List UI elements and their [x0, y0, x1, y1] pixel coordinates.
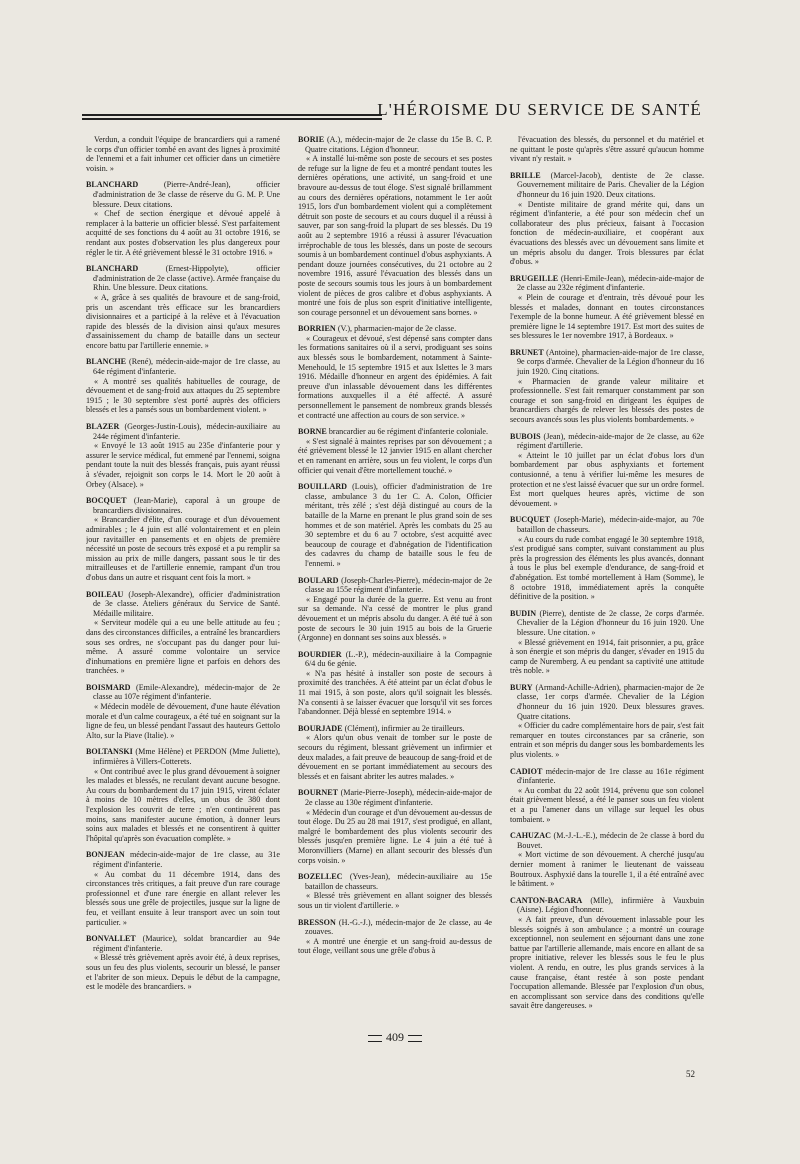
citation-heading	[510, 896, 704, 915]
citation-text: « Atteint le 10 juillet par un éclat d'obus lors d'un bombardement par obus asphyxiants et fortement contusionné, a tenu à vérifier lui-même les mesures de protection et ne s'est laissé évacuer que sur un ordre formel. Est mort quelques heures après, victime de son dévouement. »	[510, 450, 704, 508]
citation-text: « Plein de courage et d'entrain, très dévoué pour les blessés et malades, donnant en toutes circonstances l'exemple de la bonne humeur. A été grièvement blessé en première ligne le 14 septembre 1917. Est mort des suites de ses blessures le 1er novembre 1917, à Bordeaux. »	[510, 292, 704, 341]
person-details: (Joseph-Marie), médecin-aide-major, au 70e bataillon de chasseurs.	[517, 515, 704, 534]
person-details: (Mme Hélène) et PERDON (Mme Juliette), infirmières à Villers-Cotterets.	[93, 747, 280, 767]
person-details: (V.), pharmacien-major de 2e classe.	[337, 324, 457, 334]
person-name: BOILEAU	[86, 589, 124, 599]
person-details: (Emile-Alexandre), médecin-major de 2e classe au 107e régiment d'infanterie.	[93, 682, 280, 702]
citation-text: « Au cours du rude combat engagé le 30 septembre 1918, s'est prodigué sans compter, suivant constamment au plus près la progression des éléments les plus avancés, donnant à tous le plus bel exemple d'endurance, de sang-froid et d'abnégation. Est tombé mortellement à Ham (Somme), le 8 octobre 1918, immédiatement après la conquête définitive de la position. »	[510, 534, 704, 602]
citation-heading	[510, 683, 704, 721]
text-column-right	[510, 135, 704, 1023]
person-name: BOISMARD	[86, 682, 131, 692]
person-name: BRESSON	[298, 917, 336, 927]
citation-entry	[86, 135, 280, 173]
person-name: CANTON-BACARA	[510, 895, 583, 905]
citation-entry	[510, 171, 704, 267]
person-name: BRUGEILLE	[510, 273, 559, 283]
person-name: CADIOT	[510, 766, 543, 776]
citation-entry	[86, 357, 280, 415]
citation-heading	[510, 609, 704, 638]
citation-entry	[86, 264, 280, 350]
citation-entry	[298, 576, 492, 643]
citation-entry	[86, 747, 280, 843]
citation-text: « Serviteur modèle qui a eu une belle attitude au feu ; dans des circonstances difficiles, a entraîné les brancardiers sous ses ordres, ne s'occupant pas du danger pour lui-même. A assuré comme volontaire un service d'inhumations en première ligne et parfois en dehors des tranchées. »	[86, 618, 280, 676]
person-name: BLANCHARD	[86, 264, 139, 274]
citation-entry	[510, 432, 704, 509]
citation-heading	[86, 934, 280, 953]
citation-text: « Blessé très grièvement en allant soigner des blessés sous un tir violent d'artillerie. »	[298, 891, 492, 910]
person-name: BOUILLARD	[298, 482, 348, 492]
person-name: BONVALLET	[86, 934, 136, 944]
text-column-middle	[298, 135, 492, 1023]
citation-text: « Médecin modèle de dévouement, d'une haute élévation morale et d'un calme courageux, a été tué en soignant sur la ligne de feu, un blessé pendant l'assaut des hauteurs Gettolo Alto, sur la Piave (Italie). »	[86, 702, 280, 740]
citation-entry	[298, 650, 492, 717]
person-details: (René), médecin-aide-major de 1re classe, au 64e régiment d'infanterie.	[93, 357, 280, 377]
citation-entry	[86, 850, 280, 927]
running-title: L'HÉROISME DU SERVICE DE SANTÉ	[377, 100, 702, 119]
citation-heading	[298, 482, 492, 568]
person-name: BUCQUET	[510, 515, 551, 525]
citation-heading	[510, 348, 704, 377]
person-details: (Clément), infirmier au 2e tirailleurs.	[344, 723, 465, 733]
citation-entry	[86, 422, 280, 489]
citation-text: « N'a pas hésité à installer son poste de secours à proximité des tranchées. A été atteint par un éclat d'obus le 11 mai 1915, à son poste, alors qu'il soignait les blessés. N'a consenti à se laisser évacuer que lorsqu'il vit ses forces l'abandonner. Déjà blessé en septembre 1914. »	[298, 668, 492, 717]
citation-entry	[298, 724, 492, 782]
page-number-text: 409	[386, 1030, 404, 1044]
citation-heading	[298, 324, 492, 334]
citation-text: « A montré ses qualités habituelles de courage, de dévouement et de sang-froid aux attaques du 25 septembre 1915 ; le 30 septembre s'est porté auprès des officiers blessés et les a pansés sous un bombardement violent. »	[86, 376, 280, 415]
person-details: (Yves-Jean), médecin-auxiliaire au 15e bataillon de chasseurs.	[305, 872, 492, 891]
citation-entry	[298, 324, 492, 420]
citation-text: « Brancardier d'élite, d'un courage et d'un dévouement admirables ; le 4 juin est allé volontairement et en plein jour ravitailler en pansements et en objets de première nécessité un poste de secours très exposé et a pu remplir sa mission au prix de mille dangers, passant sous le tir des mitrailleuses et de l'artillerie ennemie, rampant d'un trou d'obus dans un autre et risquant cent fois la mort. »	[86, 515, 280, 582]
person-name: BOCQUET	[86, 496, 127, 506]
person-details: (Armand-Achille-Adrien), pharmacien-major de 2e classe, 1er corps d'armée. Chevalier de la Légion d'honneur du 16 juin 1920. Deux blessures graves. Quatre citations.	[517, 682, 704, 721]
person-details: (Georges-Justin-Louis), médecin-auxiliaire au 244e régiment d'infanterie.	[93, 422, 280, 441]
citation-entry	[510, 348, 704, 425]
citation-text: « Blessé grièvement en 1914, fait prisonnier, a pu, grâce à son énergie et son mépris du danger, s'évader en 1915 du camp de Nuremberg. A eu pendant sa captivité une attitude très noble. »	[510, 637, 704, 676]
person-name: CAHUZAC	[510, 831, 551, 841]
citation-heading	[298, 427, 492, 437]
person-details: médecin-major de 1re classe au 161e régiment d'infanterie.	[517, 766, 704, 786]
citation-entry	[510, 896, 704, 1011]
person-details: (Marcel-Jacob), dentiste de 2e classe. Gouvernement militaire de Paris. Chevalier de la Légion d'honneur du 16 juin 1920. Deux citations.	[517, 170, 704, 199]
person-details: (Henri-Emile-Jean), médecin-aide-major de 2e classe au 232e régiment d'infanterie.	[517, 273, 704, 293]
citation-heading	[510, 274, 704, 293]
page-corner-number: 52	[686, 1069, 695, 1079]
citation-text: « Pharmacien de grande valeur militaire et professionnelle. S'est fait remarquer constamment par son courage et son sang-froid en dirigeant les équipes de brancardiers chargés de relever les blessés des postes de secours avancés sous les plus violents bombardements. »	[510, 376, 704, 425]
citation-entry	[298, 872, 492, 910]
citation-heading	[86, 496, 280, 515]
person-details: (Pierre-André-Jean), officier d'administration de 3e classe de réserve du G. M. P. Une blessure. Deux citations.	[93, 180, 280, 209]
article-body	[86, 135, 702, 1023]
citation-entry	[510, 831, 704, 889]
ornament	[368, 1035, 382, 1042]
page-number	[360, 1030, 430, 1045]
citation-text: « Au combat du 22 août 1914, prévenu que son colonel était grièvement blessé, a été le panser sous un feu violent et a pu l'amener dans un village sur lequel les obus tombaient. »	[510, 785, 704, 824]
person-name: BLAZER	[86, 422, 120, 432]
citation-text: « Ont contribué avec le plus grand dévouement à soigner les malades et blessés, ne reculant devant aucune besogne. Au cours du bombardement du 17 juin 1915, virent éclater à moins de 10 mètres d'elles, un obus de 380 dont l'explosion les couvrit de terre ; n'en continuèrent pas moins, sans manifester aucune émotion, à donner leurs soins aux malades et blessés et ne consentirent à quitter l'hôpital qu'après son évacuation complète. »	[86, 766, 280, 843]
person-name: BURY	[510, 682, 533, 692]
person-name: BUBOIS	[510, 431, 541, 441]
citation-heading	[86, 422, 280, 441]
person-name: BORIE	[298, 135, 325, 144]
citation-entry	[510, 609, 704, 676]
citation-heading	[298, 872, 492, 891]
person-details: (Jean-Marie), caporal à un groupe de brancardiers divisionnaires.	[93, 496, 280, 515]
person-details: (Marie-Pierre-Joseph), médecin-aide-major de 2e classe au 130e régiment d'infanterie.	[305, 788, 492, 807]
person-name: BORRIEN	[298, 324, 336, 334]
citation-heading	[298, 650, 492, 669]
citation-text: « Blessé très grièvement après avoir été, à deux reprises, sous un feu des plus violents, secourir un blessé, le panser et l'abriter de son mieux. Depuis le début de la campagne, est le modèle des brancardiers. »	[86, 953, 280, 992]
person-name: BRUNET	[510, 347, 544, 357]
citation-text: l'évacuation des blessés, du personnel et du matériel et ne quittant le poste qu'après s'être assuré qu'aucun homme vivant n'y restait. »	[510, 135, 704, 164]
citation-heading	[510, 767, 704, 786]
citation-entry	[298, 482, 492, 568]
person-name: BOURNET	[298, 788, 339, 798]
person-details: (Pierre), dentiste de 2e classe, 2e corps d'armée. Chevalier de la Légion d'honneur du 16 juin 1920. Une blessure. Une citation. »	[517, 608, 704, 637]
citation-text: Verdun, a conduit l'équipe de brancardiers qui a ramené le corps d'un officier tombé en avant des lignes à proximité de l'ennemi et a fait inhumer cet officier dans un cimetière voisin. »	[86, 135, 280, 173]
person-details: médecin-aide-major de 1re classe, au 31e régiment d'infanterie.	[93, 850, 280, 869]
citation-entry	[298, 135, 492, 317]
citation-entry	[86, 496, 280, 582]
citation-text: « S'est signalé à maintes reprises par son dévouement ; a été grièvement blessé le 12 janvier 1915 en allant chercher et en ramenant en arrière, sous un feu violent, le corps d'un officier qui venait d'être mortellement touché. »	[298, 436, 492, 475]
header-rule	[82, 118, 382, 120]
citation-entry	[298, 918, 492, 956]
citation-heading	[298, 135, 492, 154]
citation-text: « Alors qu'un obus venait de tomber sur le poste de secours du régiment, blessant grièvement un infirmier et deux malades, a fait preuve de beaucoup de sang-froid et de dévouement en se portant immédiatement au secours des blessés et en faisant abriter les autres malades. »	[298, 733, 492, 781]
person-name: BLANCHARD	[86, 180, 139, 190]
citation-text: « Mort victime de son dévouement. A cherché jusqu'au dernier moment à ranimer le lieutenant de vaisseau Boutroux. Asphyxié dans la tourelle 1, il a été entraîné avec le bâtiment. »	[510, 850, 704, 889]
citation-heading	[86, 180, 280, 209]
person-name: BORNE	[298, 427, 327, 437]
person-details: (Jean), médecin-aide-major de 2e classe, au 62e régiment d'artillerie.	[517, 431, 704, 451]
person-details: (L.-P.), médecin-auxiliaire à la Compagnie 6/4 du 6e génie.	[305, 649, 492, 669]
citation-entry	[86, 180, 280, 257]
person-details: (H.-G.-J.), médecin-major de 2e classe, au 4e zouaves.	[305, 917, 492, 937]
person-name: BLANCHE	[86, 357, 127, 367]
person-name: BUDIN	[510, 608, 537, 618]
citation-entry	[86, 934, 280, 992]
page-header	[82, 100, 702, 126]
citation-entry	[86, 683, 280, 741]
citation-text: « Officier du cadre complémentaire hors de pair, s'est fait remarquer en toutes circonstances par sa crânerie, son entrain et son mépris du danger sous les bombardements les plus violents. »	[510, 721, 704, 760]
citation-text: « Courageux et dévoué, s'est dépensé sans compter dans les formations sanitaires où il a servi, prodiguant ses soins aux blessés sous le bombardement, notamment à Sainte-Menehould, le 15 septembre 1915 et aux Islettes le 3 mars 1916. Médaille d'honneur en argent des épidémies. A fait preuve d'un inlassable dévouement dans les différentes formations auxquelles il a été affecté. A assuré personnellement le pansement de nombreux grands blessés et contracté une affection au cours de son service. »	[298, 333, 492, 420]
person-name: BRILLE	[510, 170, 541, 180]
citation-text: « Chef de section énergique et dévoué appelé à remplacer à la batterie un officier blessé. S'est parfaitement acquitté de ses fonctions du 4 août au 31 octobre 1916, se rendant aux postes d'observation les plus dangereux pour régler le tir. A été grièvement blessé le 31 octobre 1916. »	[86, 209, 280, 257]
citation-heading	[298, 918, 492, 937]
citation-entry	[298, 427, 492, 475]
citation-text: « Engagé pour la durée de la guerre. Est venu au front sur sa demande. N'a cessé de montrer le plus grand dévouement et un mépris absolu du danger. A été tué à son poste de secours le 30 juin 1915 au bois de la Gruerie (Argonne) en donnant ses soins aux blessés. »	[298, 594, 492, 643]
citation-entry	[86, 590, 280, 676]
citation-heading	[510, 831, 704, 850]
citation-entry	[510, 274, 704, 341]
person-details: (Maurice), soldat brancardier au 94e régiment d'infanterie.	[93, 934, 280, 953]
citation-text: « Au combat du 11 décembre 1914, dans des circonstances très critiques, a fait preuve d'un rare courage professionnel et d'une rare énergie en allant relever les blessés sous une grêle de projectiles, jusque sur la ligne de feu, et veillant ensuite à leur transport avec un soin tout particulier. »	[86, 869, 280, 927]
citation-heading	[510, 171, 704, 200]
person-name: BOLTANSKI	[86, 747, 133, 757]
text-column-left	[86, 135, 280, 1023]
citation-entry	[510, 515, 704, 601]
citation-heading	[298, 724, 492, 734]
citation-text: « Médecin d'un courage et d'un dévouement au-dessus de tout éloge. Du 25 au 28 mai 1917, s'est prodigué, en allant, malgré le bombardement des plus violents secourir des blessés jusqu'en première ligne. Le 4 juin a été tué à Moronvilliers (Marne) en allant secourir des blessés d'un corps voisin. »	[298, 807, 492, 865]
person-details: (Louis), officier d'administration de 1re classe, ambulance 3 du 1er C. A. Colon, Officier méritant, très zélé ; s'est déjà distingué au cours de la bataille de la Marne en prenant le plus grand soin de ses hommes et de son matériel. Après les combats du 25 au 30 septembre et du 6 au 7 octobre, s'est acquitté avec beaucoup de courage et d'abnégation de l'identification des cadavres du champ de bataille sous le feu de l'ennemi. »	[305, 482, 492, 568]
citation-heading	[298, 576, 492, 595]
citation-heading	[298, 788, 492, 807]
citation-entry	[298, 788, 492, 865]
person-name: BOURDIER	[298, 649, 342, 659]
person-name: BONJEAN	[86, 850, 125, 860]
person-name: BOZELLEC	[298, 872, 343, 882]
citation-heading	[510, 432, 704, 451]
citation-heading	[86, 357, 280, 376]
person-name: BOURJADE	[298, 723, 343, 733]
person-details: (Ernest-Hippolyte), officier d'administration de 2e classe (active). Armée française du Rhin. Une blessure. Deux citations.	[93, 264, 280, 293]
citation-text: « A fait preuve, d'un dévouement inlassable pour les blessés soignés à son ambulance ; a montré un courage exceptionnel, non seulement en séjournant dans une zone battue par l'artillerie allemande, mais encore en allant de sa propre initiative, relever les blessés sous le feu le plus violent. A rendu, en outre, les plus grands services à la cause française, étant restée à son poste pendant l'occupation allemande. Blessée par l'explosion d'un obus, en accomplissant son service dans des conditions qu'elle savait être dangereuses. »	[510, 914, 704, 1011]
person-details: (M.-J.-L.-E.), médecin de 2e classe à bord du Bouvet.	[517, 831, 704, 850]
header-rule	[82, 114, 382, 116]
citation-heading	[86, 747, 280, 766]
citation-entry	[510, 767, 704, 825]
citation-heading	[86, 590, 280, 619]
person-details: (Antoine), pharmacien-aide-major de 1re classe, 9e corps d'armée. Chevalier de la Légion d'honneur du 16 juin 1920. Cinq citations.	[517, 347, 704, 377]
person-details: (Mlle), infirmière à Vauxbuin (Aisne). Légion d'honneur.	[517, 895, 704, 915]
ornament	[408, 1035, 422, 1042]
citation-heading	[86, 850, 280, 869]
citation-entry	[510, 683, 704, 760]
person-details: (Joseph-Alexandre), officier d'administration de 3e classe. Ateliers généraux du Service de Santé. Médaille militaire.	[93, 589, 280, 618]
citation-text: « A installé lui-même son poste de secours et ses postes de refuge sur la ligne de feu et a montré pendant toutes les dernières opérations, une activité, un sang-froid et une bravoure au-dessus de tout éloge. S'est signalé brillamment au cours des dernières opérations, notamment le 1er août 1915, lors d'un bombardement violent qui a complètement détruit son poste de secours et au cours duquel il a réussi à sauver, par son sang-froid la plupart de ses blessés. Du 19 août au 2 septembre 1916 a réussi à assurer l'évacuation irréprochable de tous les blessés, dans un poste de secours soumis à un bombardement continuel d'obus asphyxiants. A pendant douze journées consécutives, du 21 octobre au 2 novembre 1916, assuré l'évacuation des blessés dans un poste de secours soumis tous les jours à un bombardement violent de pièces de gros calibre et d'obus asphyxiants. A montré une fois de plus son esprit d'initiative intelligente, son courage personnel et un dévouement sans bornes. »	[298, 154, 492, 317]
person-details: brancardier au 6e régiment d'infanterie coloniale.	[328, 427, 489, 437]
citation-entry	[510, 135, 704, 164]
person-details: (Joseph-Charles-Pierre), médecin-major de 2e classe au 155e régiment d'infanterie.	[305, 575, 492, 595]
person-details: (A.), médecin-major de 2e classe du 15e B. C. P. Quatre citations. Légion d'honneur.	[305, 135, 492, 154]
citation-text: « A montré une énergie et un sang-froid au-dessus de tout éloge, veillant sous une grêle d'obus à	[298, 936, 492, 956]
citation-heading	[86, 683, 280, 702]
citation-heading	[510, 515, 704, 534]
citation-text: « Dentiste militaire de grand mérite qui, dans un régiment d'infanterie, a été pour son médecin chef un collaborateur des plus précieux, faisant à l'occasion fonction de médecin-auxiliaire, et coopérant aux évacuations des blessés avec un dévouement sans limite et un mépris absolu du danger. Trois blessures par éclat d'obus. »	[510, 199, 704, 267]
person-name: BOULARD	[298, 575, 339, 585]
citation-text: « A, grâce à ses qualités de bravoure et de sang-froid, pris un ascendant très efficace sur les brancardiers divisionnaires et a participé à la relève et à l'évacuation rapide des blessés de la division ainsi qu'aux mesures d'assainissement du champ de bataille dans un secteur encore battu par l'artillerie ennemie. »	[86, 292, 280, 350]
citation-text: « Envoyé le 13 août 1915 au 235e d'infanterie pour y assurer le service médical, fut emmené par l'ennemi, soigna pendant toute la nuit des blessés français, puis ayant réussi à s'évader, rejoignit son corps le 14. Mort le 20 août à Orbey (Alsace). »	[86, 441, 280, 489]
citation-heading	[86, 264, 280, 293]
